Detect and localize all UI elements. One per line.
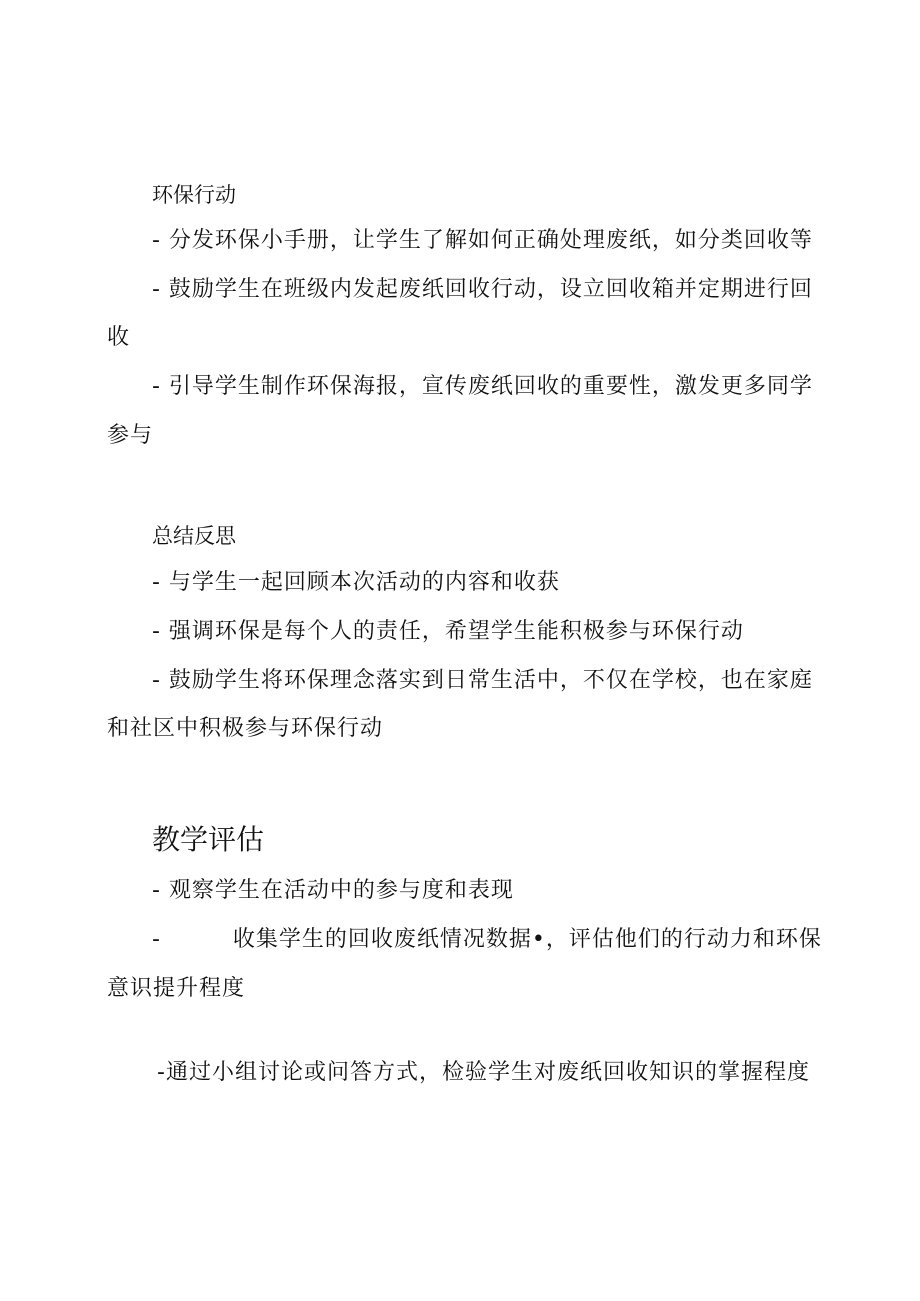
list-item: - 收集学生的回收废纸情况数据•，评估他们的行动力和环保 (152, 927, 822, 952)
list-item: - 鼓励学生在班级内发起废纸回收行动，设立回收箱并定期进行回 (152, 277, 813, 302)
section-heading-evaluation: 教学评估 (152, 823, 265, 856)
list-item: - 与学生一起回顾本次活动的内容和收获 (152, 570, 560, 595)
section-heading-env-action: 环保行动 (152, 183, 236, 207)
list-item-continuation: 收 (107, 325, 131, 350)
list-item-continuation: 和社区中积极参与环保行动 (107, 716, 384, 741)
list-item-continuation: 意识提升程度 (107, 976, 246, 1001)
list-item: - 分发环保小手册，让学生了解如何正确处理废纸，如分类回收等 (152, 228, 813, 253)
list-item-continuation: 参与 (107, 423, 154, 448)
section-heading-summary: 总结反思 (152, 524, 236, 548)
list-item: - 观察学生在活动中的参与度和表现 (152, 878, 514, 903)
list-item: - 强调环保是每个人的责任，希望学生能积极参与环保行动 (152, 619, 744, 644)
list-item: -通过小组讨论或问答方式，检验学生对废纸回收知识的掌握程度 (157, 1060, 810, 1085)
list-item: - 引导学生制作环保海报，宣传废纸回收的重要性，激发更多同学 (152, 374, 813, 399)
list-item: - 鼓励学生将环保理念落实到日常生活中，不仅在学校，也在家庭 (152, 668, 813, 693)
